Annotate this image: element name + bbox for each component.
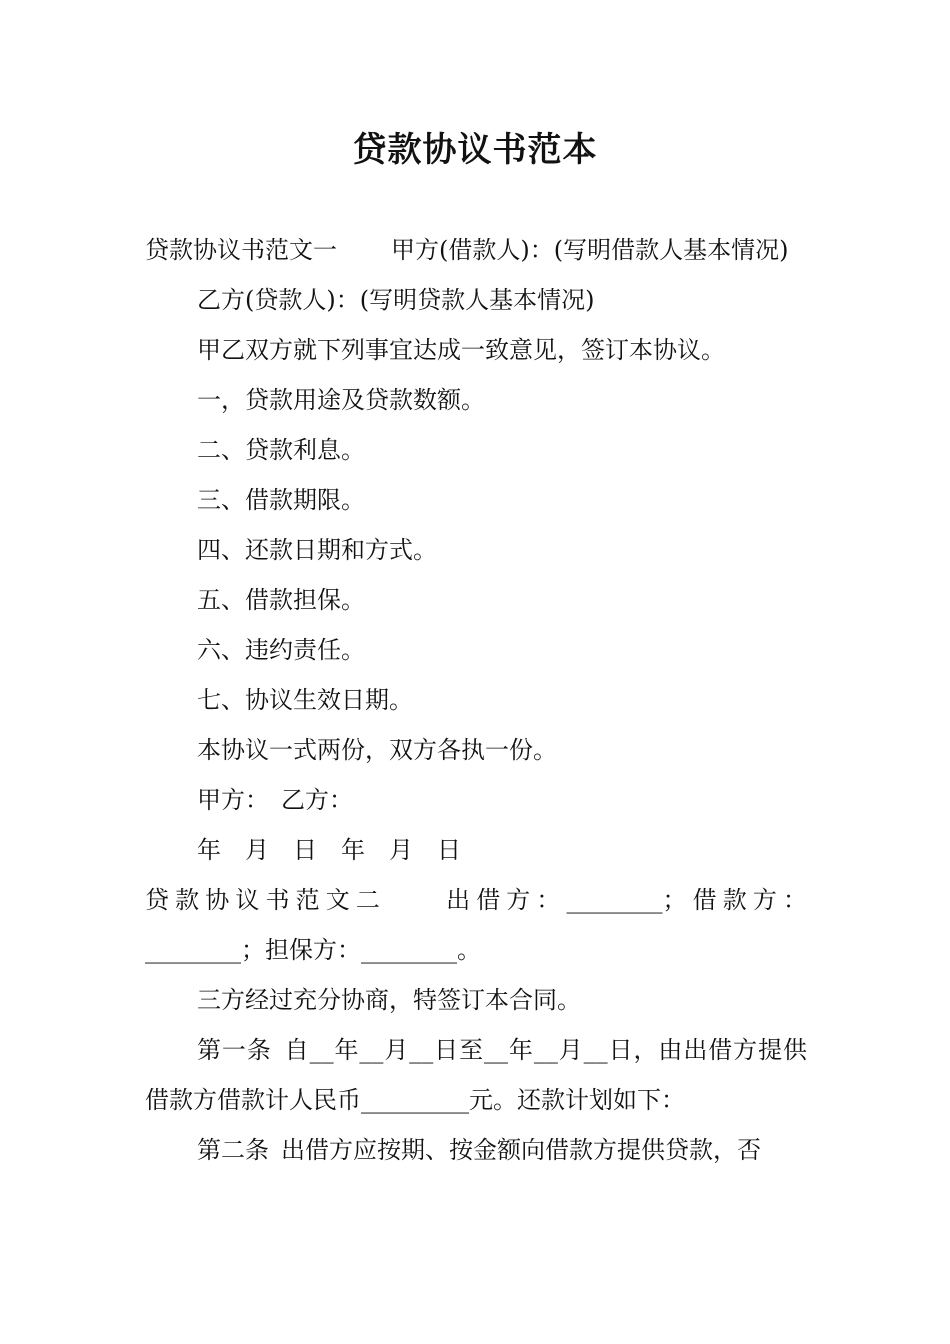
copies-statement: 本协议一式两份，双方各执一份。 bbox=[197, 736, 557, 764]
document-body bbox=[145, 225, 807, 1175]
party-b-signature-label: 乙方： bbox=[281, 786, 353, 814]
document-title: 贷款协议书范本 bbox=[352, 130, 598, 170]
article-1 bbox=[145, 1025, 807, 1125]
clause-item: 一，贷款用途及贷款数额。 bbox=[197, 386, 485, 414]
party-a-line: 甲方(借款人)：(写明借款人基本情况) bbox=[391, 236, 789, 264]
article-1-text: 自__年__月__日至__年__月__日，由出借方提供借款方借款计人民币_________元。还款计划如下： bbox=[145, 1036, 807, 1114]
party-a-signature-label: 甲方： bbox=[197, 786, 269, 814]
parties-line: 出借方：________；借款方：________；担保方：________。 bbox=[145, 886, 808, 964]
clause-item: 二、贷款利息。 bbox=[197, 436, 365, 464]
clause-item: 七、协议生效日期。 bbox=[197, 686, 413, 714]
clause-item: 五、借款担保。 bbox=[197, 586, 365, 614]
article-2 bbox=[145, 1125, 807, 1175]
article-2-text: 出借方应按期、按金额向借款方提供贷款，否 bbox=[281, 1136, 761, 1164]
clause-item: 六、违约责任。 bbox=[197, 636, 365, 664]
sample2-first-paragraph bbox=[145, 875, 807, 975]
article-1-label: 第一条 bbox=[197, 1036, 272, 1064]
article-2-label: 第二条 bbox=[197, 1136, 269, 1164]
clause-item: 三、借款期限。 bbox=[197, 486, 365, 514]
sample2-intro: 三方经过充分协商，特签订本合同。 bbox=[197, 986, 581, 1014]
signature-line bbox=[145, 775, 807, 825]
date-line: 年 月 日 年 月 日 bbox=[197, 836, 461, 864]
sample2-heading: 贷款协议书范文二 bbox=[145, 886, 386, 914]
party-b-line: 乙方(贷款人)：(写明贷款人基本情况) bbox=[197, 286, 595, 314]
sample1-first-paragraph bbox=[145, 225, 807, 275]
sample1-intro: 甲乙双方就下列事宜达成一致意见，签订本协议。 bbox=[197, 336, 725, 364]
clause-item: 四、还款日期和方式。 bbox=[197, 536, 437, 564]
sample1-heading: 贷款协议书范文一 bbox=[145, 236, 337, 264]
